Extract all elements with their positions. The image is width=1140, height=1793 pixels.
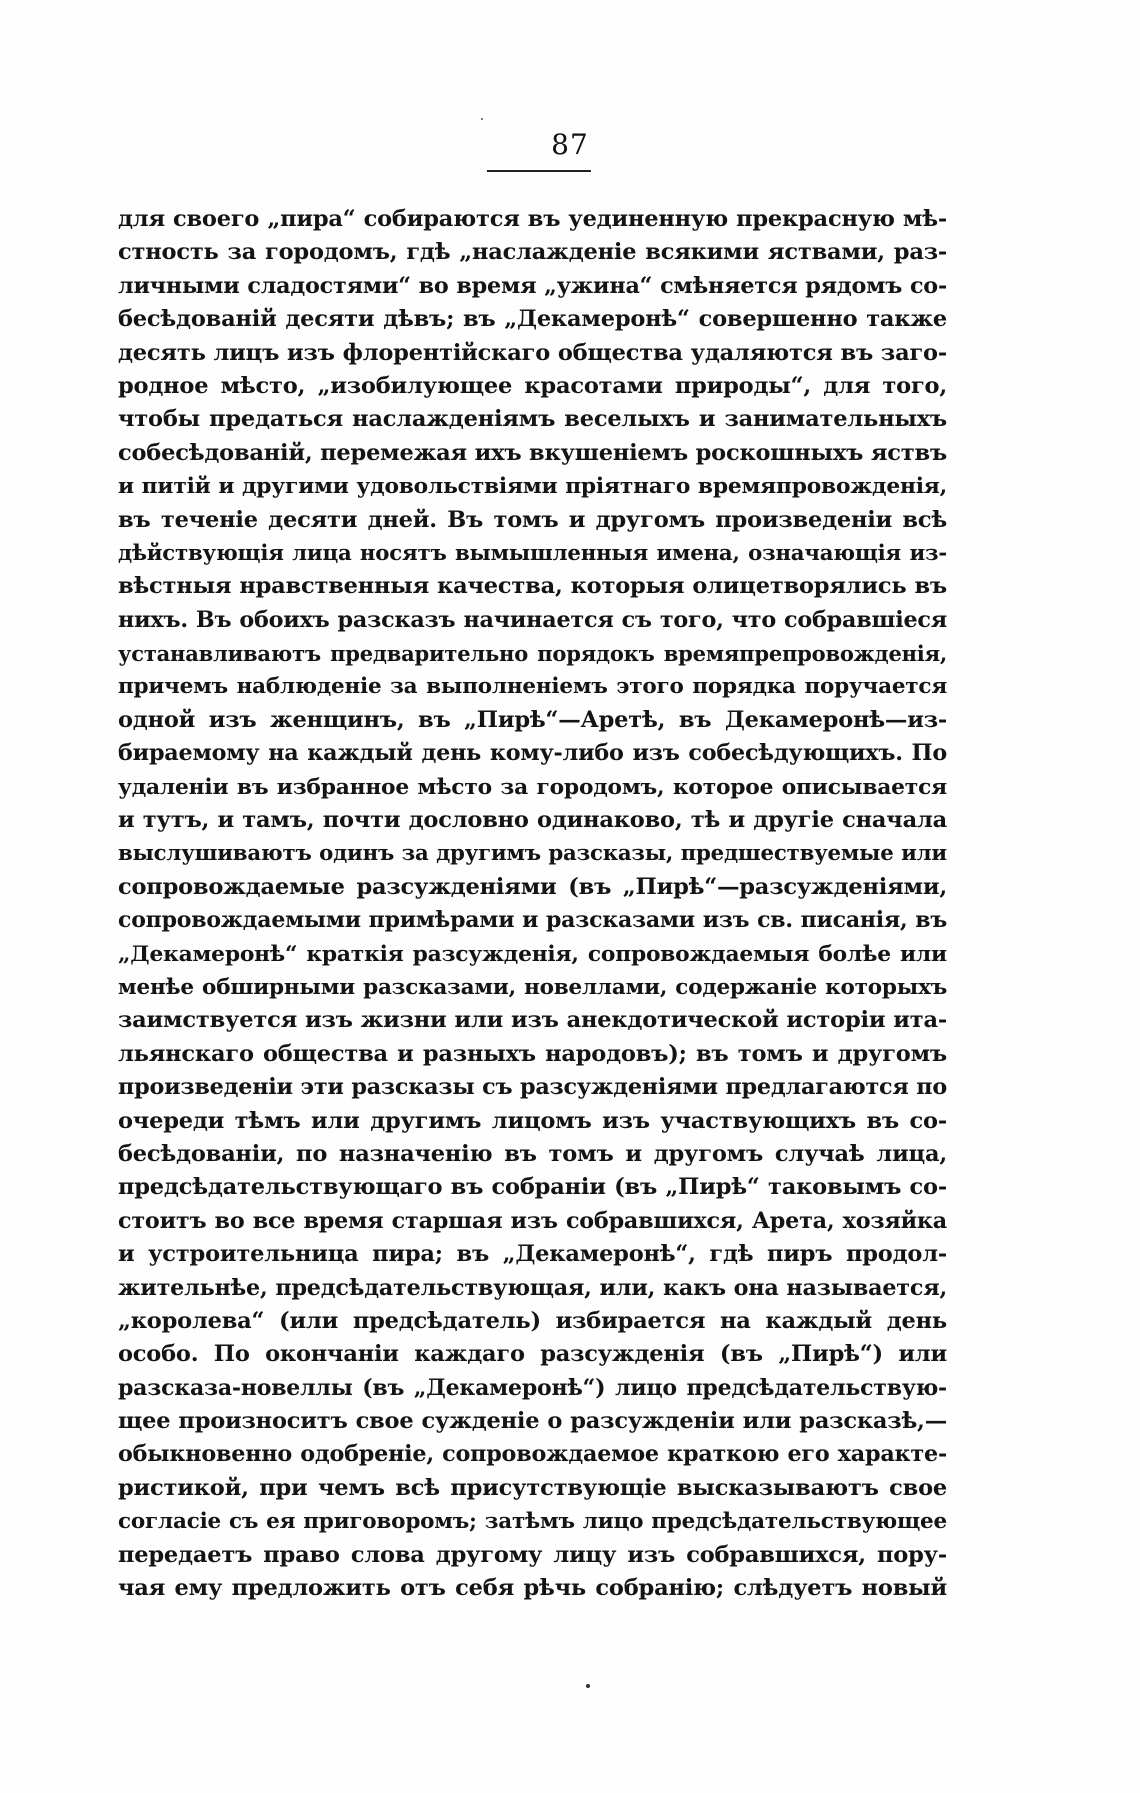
text-line: удаленіи въ избранное мѣсто за городомъ, которое описывается (118, 774, 947, 800)
print-speck (586, 1684, 590, 1688)
print-speck (481, 118, 483, 120)
text-line: „Декамеронѣ“ краткія разсужденія, сопровождаемыя болѣе или (118, 941, 947, 967)
text-line: особо. По окончаніи каждаго разсужденія (въ „Пирѣ“) или (118, 1341, 947, 1368)
text-line: сопровождаемыми примѣрами и разсказами изъ св. писанія, въ (118, 907, 947, 934)
text-line: щее произноситъ свое сужденіе о разсужденіи или разсказѣ,— (118, 1408, 947, 1435)
text-line: согласіе съ ея приговоромъ; затѣмъ лицо предсѣдательствующее (118, 1509, 947, 1535)
text-line: въ теченіе десяти дней. Въ томъ и другомъ произведеніи всѣ (118, 506, 947, 533)
text-line: и тутъ, и тамъ, почти дословно одинаково, тѣ и другіе сначала (118, 807, 947, 834)
text-line: „королева“ (или предсѣдатель) избирается на каждый день (118, 1307, 947, 1334)
text-line: предсѣдательствующаго въ собраніи (въ „Пирѣ“ таковымъ со- (118, 1174, 947, 1201)
text-line: бесѣдованій десяти дѣвъ; въ „Декамеронѣ“ совершенно также (118, 306, 947, 333)
body-text (118, 203, 947, 1605)
text-line: собесѣдованій, перемежая ихъ вкушеніемъ роскошныхъ яствъ (118, 439, 947, 466)
text-line: заимствуется изъ жизни или изъ анекдотической исторіи ита- (118, 1007, 947, 1034)
text-line: стоитъ во все время старшая изъ собравшихся, Арета, хозяйка (118, 1207, 947, 1234)
text-line: менѣе обширными разсказами, новеллами, содержаніе которыхъ (118, 974, 947, 1000)
text-line: десять лицъ изъ флорентійскаго общества удаляются въ заго- (118, 339, 947, 366)
text-line: вѣстныя нравственныя качества, которыя олицетворялись въ (118, 573, 947, 600)
text-line: дѣйствующія лица носятъ вымышленныя имена, означающія из- (118, 540, 947, 566)
text-line: личными сладостями“ во время „ужина“ смѣняется рядомъ со- (118, 272, 947, 299)
text-line: обыкновенно одобреніе, сопровождаемое краткою его характе- (118, 1441, 947, 1468)
text-line: чтобы предаться наслажденіямъ веселыхъ и занимательныхъ (118, 406, 947, 433)
text-line: льянскаго общества и разныхъ народовъ); въ томъ и другомъ (118, 1040, 947, 1067)
text-line: одной изъ женщинъ, въ „Пирѣ“—Аретѣ, въ Декамеронѣ—из- (118, 706, 947, 733)
text-line: ристикой, при чемъ всѣ присутствующіе высказываютъ свое (118, 1474, 947, 1501)
text-line: бесѣдованіи, по назначенію въ томъ и другомъ случаѣ лица, (118, 1140, 947, 1167)
text-line: выслушиваютъ одинъ за другимъ разсказы, предшествуемые или (118, 841, 947, 867)
page-number-rule (487, 170, 591, 172)
text-line: передаетъ право слова другому лицу изъ собравшихся, пору- (118, 1541, 947, 1568)
text-line: сопровождаемые разсужденіями (въ „Пирѣ“—разсужденіями, (118, 873, 947, 900)
text-line: жительнѣе, предсѣдательствующая, или, какъ она называется, (118, 1274, 947, 1301)
text-line: разсказа-новеллы (въ „Декамеронѣ“) лицо предсѣдательствую- (118, 1374, 947, 1401)
page-number: 87 (551, 128, 589, 161)
text-line: бираемому на каждый день кому-либо изъ собесѣдующихъ. По (118, 740, 947, 767)
text-line: чая ему предложить отъ себя рѣчь собранію; слѣдуетъ новый (118, 1575, 947, 1602)
text-line: и устроительница пира; въ „Декамеронѣ“, гдѣ пиръ продол- (118, 1241, 947, 1268)
text-line: стность за городомъ, гдѣ „наслажденіе всякими яствами, раз- (118, 239, 947, 266)
text-line: произведеніи эти разсказы съ разсужденіями предлагаются по (118, 1074, 947, 1101)
text-line: причемъ наблюденіе за выполненіемъ этого порядка поручается (118, 674, 947, 700)
text-line: нихъ. Въ обоихъ разсказъ начинается съ того, что собравшіеся (118, 606, 947, 633)
text-line: и питій и другими удовольствіями пріятнаго времяпровожденія, (118, 474, 947, 500)
text-line: для своего „пира“ собираются въ уединенную прекрасную мѣ- (118, 206, 947, 232)
text-line: устанавливаютъ предварительно порядокъ времяпрепровожденія, (118, 641, 947, 667)
text-line: очереди тѣмъ или другимъ лицомъ изъ участвующихъ въ со- (118, 1107, 947, 1134)
text-line: родное мѣсто, „изобилующее красотами природы“, для того, (118, 372, 947, 399)
